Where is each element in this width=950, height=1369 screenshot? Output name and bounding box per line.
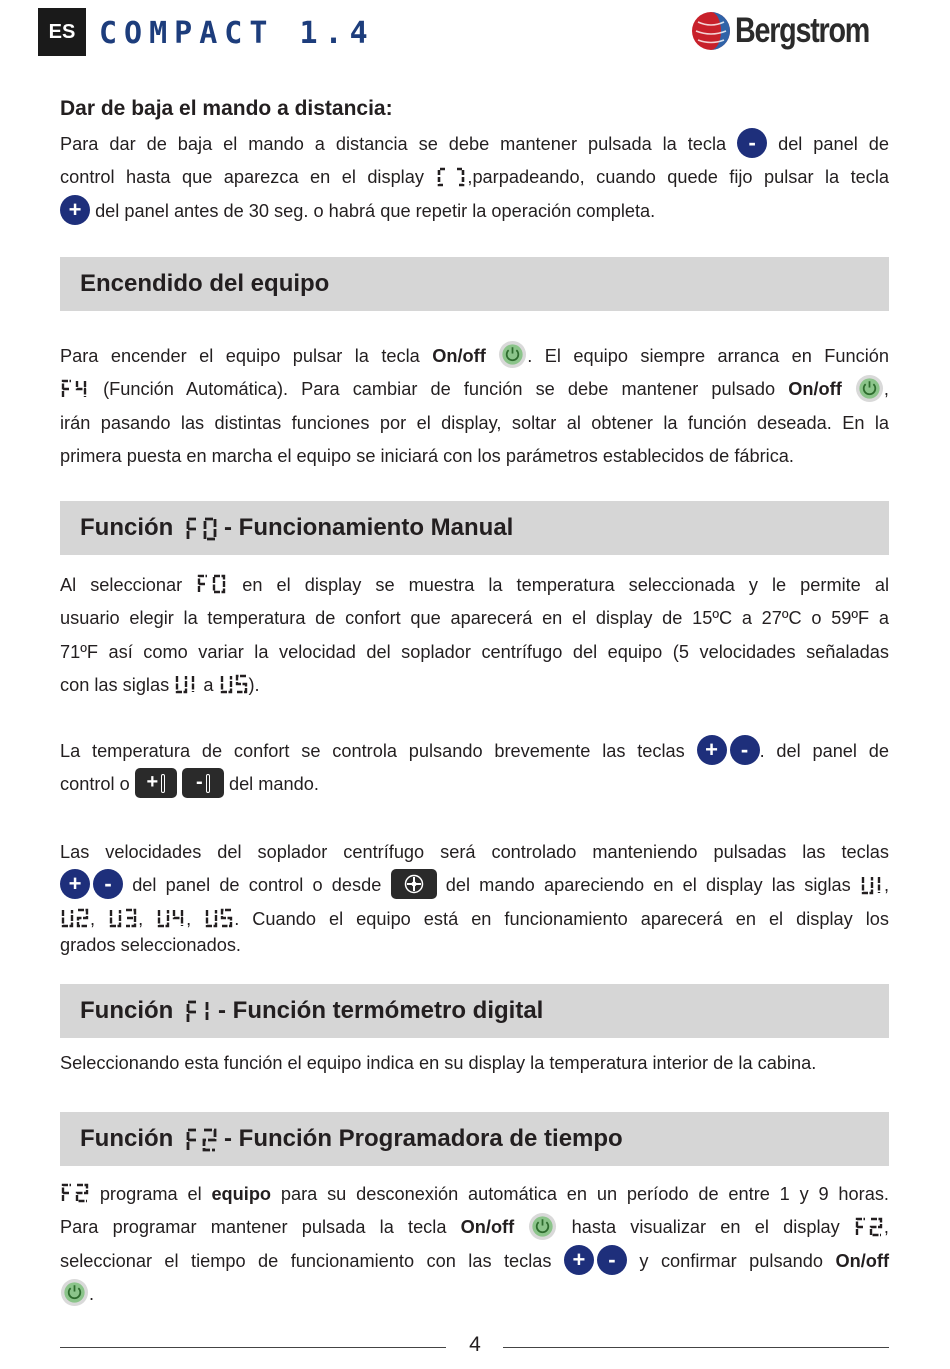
model-title: COMPACT 1.4 <box>99 16 375 51</box>
power-button-icon <box>498 340 527 369</box>
section-header-encendido: Encendido del equipo <box>60 257 889 311</box>
plus-button-icon: + <box>697 735 727 765</box>
display-f4-icon <box>60 378 90 400</box>
minus-button-icon: - <box>737 128 767 158</box>
section-header-f2: Función - Función Programadora de tiempo <box>60 1112 889 1166</box>
minus-button-icon: - <box>597 1245 627 1275</box>
f0-paragraph-1: Al seleccionar en el display se muestra la temperatura seleccionada y le permite al usuario elegir la temperatura de confort que aparecerá en el display de 15ºC a 27ºC o 59ºF a 71ºF así como variar la velocidad del soplador centrífugo del equipo (5 velocidades señaladas con las siglas a ). <box>60 575 889 696</box>
footer-rule-left <box>60 1347 446 1348</box>
footer-rule-right <box>503 1347 889 1348</box>
fan-icon <box>391 869 437 899</box>
section-header-f0: Función - Funcionamiento Manual <box>60 501 889 555</box>
display-f2-icon <box>184 1127 220 1153</box>
display-f1-icon <box>184 999 214 1025</box>
brand-logo <box>690 10 898 52</box>
remote-off-paragraph: Para dar de baja el mando a distancia se debe mantener pulsada la tecla - del panel de control hasta que aparezca en el display ,parpadeando, cuando quede fijo pulsar la tecla + del panel antes de 30 seg. o habrá que repetir la operación completa. <box>60 128 889 228</box>
remote-minus-icon: - <box>182 768 224 798</box>
display-u1-icon <box>174 673 198 695</box>
plus-button-icon: + <box>564 1245 594 1275</box>
display-brackets-icon <box>435 166 467 188</box>
language-badge: ES <box>38 8 86 56</box>
display-f0-icon <box>184 516 220 542</box>
minus-button-icon: - <box>93 869 123 899</box>
display-f0-icon <box>196 573 228 595</box>
plus-button-icon: + <box>60 869 90 899</box>
page-number: 4 <box>469 1333 481 1356</box>
minus-button-icon: - <box>730 735 760 765</box>
display-u5-icon <box>219 673 249 695</box>
display-f2-icon <box>60 1182 90 1204</box>
display-u4-icon <box>156 907 186 929</box>
display-u3-icon <box>108 907 138 929</box>
f0-paragraph-3: Las velocidades del soplador centrífugo será controlado manteniendo pulsadas las teclas + - del panel de control o desde del mando apareciendo en el display las siglas , , , , . Cuando el equipo está en funcionamiento aparecerá en el display los grados seleccionados. <box>60 842 889 956</box>
brand-globe-icon <box>690 10 732 52</box>
f0-paragraph-2: La temperatura de confort se controla pulsando brevemente las teclas + - . del panel de control o + - del mando. <box>60 735 889 802</box>
encendido-paragraph: Para encender el equipo pulsar la tecla On/off . El equipo siempre arranca en Función (Función Automática). Para cambiar de función se debe mantener pulsado On/off , irán pasando las distintas funciones por el display, soltar al obtener la función deseada. En la primera puesta en marcha el equipo se iniciará con los parámetros establecidos de fábrica. <box>60 340 889 474</box>
section-header-f1: Función - Función termómetro digital <box>60 984 889 1038</box>
remote-off-title: Dar de baja el mando a distancia: <box>60 97 393 120</box>
plus-button-icon: + <box>60 195 90 225</box>
remote-plus-icon: + <box>135 768 177 798</box>
display-u5-icon <box>204 907 234 929</box>
brand-name: Bergstrom <box>735 11 870 50</box>
display-u1-icon <box>860 874 884 896</box>
f1-paragraph: Seleccionando esta función el equipo indica en su display la temperatura interior de la cabina. <box>60 1053 817 1073</box>
display-f2-icon <box>854 1216 884 1238</box>
power-button-icon <box>528 1212 557 1241</box>
f2-paragraph: programa el equipo para su desconexión automática en un período de entre 1 y 9 horas. Para programar mantener pulsada la tecla On/off hasta visualizar en el display , seleccionar el tiempo de funcionamiento con las teclas + - y confirmar pulsando On/off . <box>60 1178 889 1312</box>
power-button-icon <box>855 374 884 403</box>
power-button-icon <box>60 1278 89 1307</box>
display-u2-icon <box>60 907 90 929</box>
